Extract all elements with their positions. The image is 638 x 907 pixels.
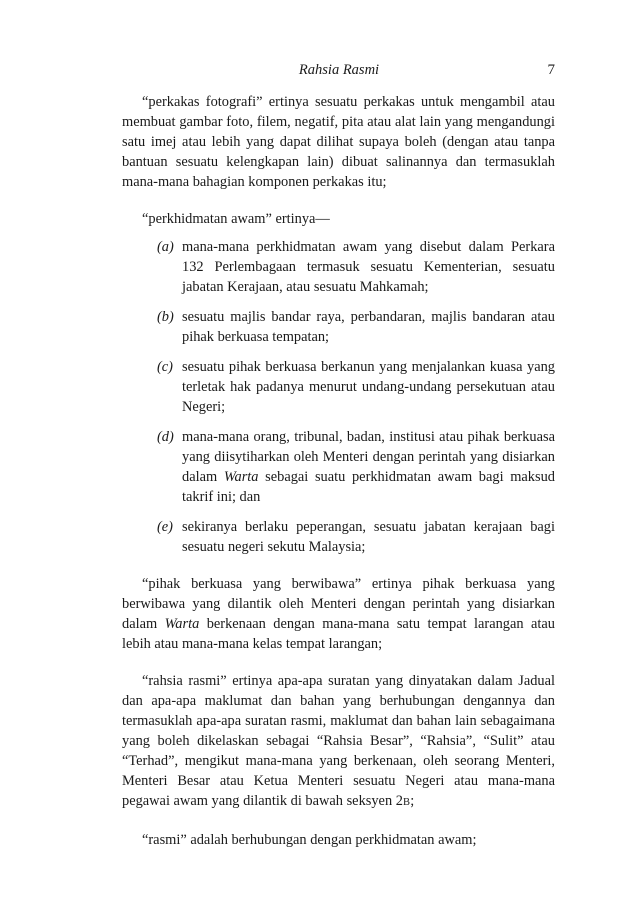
list-item [122, 517, 555, 557]
item-text: sesuatu majlis bandar raya, perbandaran, majlis bandaran atau pihak berkuasa tempatan; [182, 309, 555, 345]
running-title: Rahsia Rasmi [298, 62, 380, 78]
item-text: sesuatu pihak berkuasa berkanun yang menjalankan kuasa yang terletak hak padanya menurut undang-undang persekutuan atau Negeri; [182, 359, 555, 415]
item-label: (b) [157, 309, 174, 325]
item-text: sekiranya berlaku peperangan, sesuatu jabatan kerajaan bagi sesuatu negeri sekutu Malaysia; [182, 519, 555, 555]
list-item [122, 237, 555, 297]
definition-perkhidmatan-awam: “perkhidmatan awam” ertinya— [142, 211, 330, 227]
list-item [122, 357, 555, 417]
page-body [122, 92, 555, 867]
item-label: (c) [157, 359, 173, 375]
list-item [122, 307, 555, 347]
item-text: mana-mana perkhidmatan awam yang disebut dalam Perkara 132 Perlembagaan termasuk sesuatu Kementerian, sesuatu jabatan Kerajaan, atau sesuatu Mahkamah; [182, 239, 555, 295]
item-label: (e) [157, 519, 173, 535]
perkhidmatan-awam-list [122, 237, 555, 557]
list-item [122, 427, 555, 507]
page-number: 7 [547, 62, 555, 78]
definition-pihak-berkuasa: “pihak berkuasa yang berwibawa” ertinya pihak berkuasa yang berwibawa yang dilantik oleh Menteri dengan perintah yang disiarkan dalam Warta berkenaan dengan mana-mana satu tempat larangan atau lebih atau mana-mana kelas tempat larangan; [122, 576, 555, 652]
definition-rasmi: “rasmi” adalah berhubungan dengan perkhidmatan awam; [142, 832, 477, 848]
page-header [123, 62, 555, 82]
item-label: (d) [157, 429, 174, 445]
item-label: (a) [157, 239, 174, 255]
definition-rahsia-rasmi: “rahsia rasmi” ertinya apa-apa suratan yang dinyatakan dalam Jadual dan apa-apa maklumat dan bahan yang berhubungan dengannya dan termasuklah apa-apa suratan rasmi, maklumat dan bahan lain sebagaimana yang boleh dikelaskan sebagai “Rahsia Besar”, “Rahsia”, “Sulit” atau “Terhad”, mengikut mana-mana yang berkenaan, oleh seorang Menteri, Menteri Besar atau Ketua Menteri sesuatu Negeri atau mana-mana pegawai awam yang dilantik di bawah seksyen 2B; [122, 673, 555, 809]
item-text: mana-mana orang, tribunal, badan, institusi atau pihak berkuasa yang diisytiharkan oleh Menteri dengan perintah yang disiarkan dalam Warta sebagai suatu perkhidmatan awam bagi maksud takrif ini; dan [182, 429, 555, 505]
definition-perkakas-fotografi: “perkakas fotografi” ertinya sesuatu perkakas untuk mengambil atau membuat gambar foto, filem, negatif, pita atau alat lain yang mengandungi satu imej atau lebih yang dapat dilihat supaya boleh (dengan atau tanpa bantuan sesuatu kelengkapan lain) dibuat salinannya dan termasuklah mana-mana bahagian komponen perkakas itu; [122, 94, 555, 190]
